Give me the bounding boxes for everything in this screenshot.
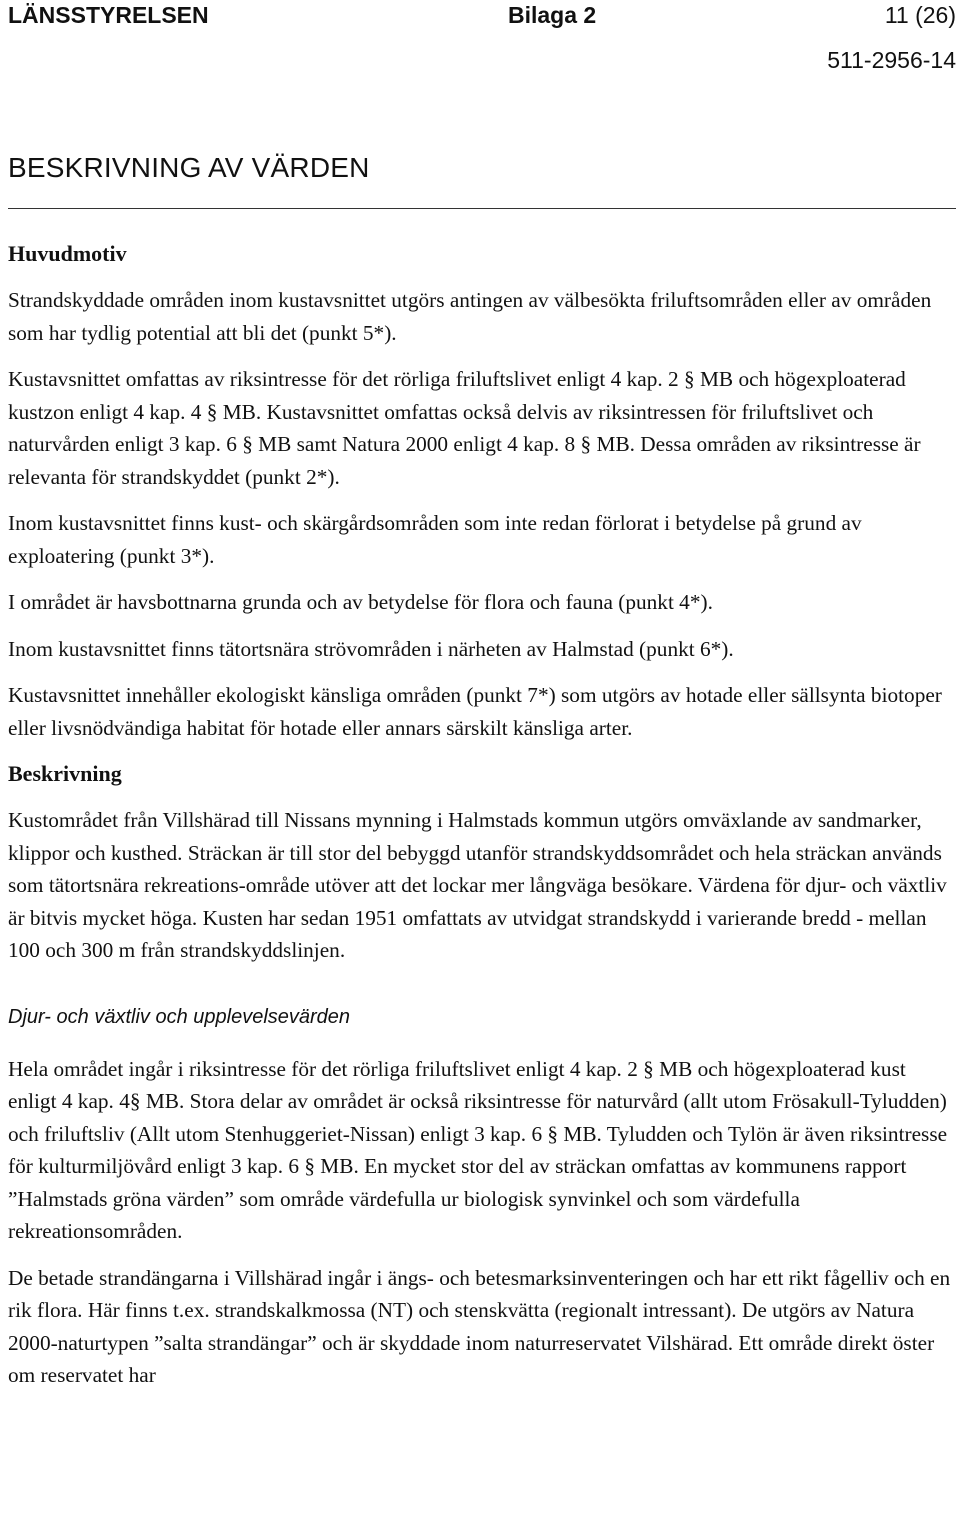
- paragraph: Hela området ingår i riksintresse för det rörliga friluftslivet enligt 4 kap. 2 § MB och högexploaterad kust enligt 4 kap. 4§ MB. Stora delar av området är också riksintresse för naturvård (allt utom Frösakull-Tyludden) och friluftsliv (Allt utom Stenhuggeriet-Nissan) enligt 3 kap. 6 § MB. Tyludden och Tylön är även riksintresse för kulturmiljövård enligt 3 kap. 6 § MB. En mycket stor del av sträckan omfattas av kommunens rapport ”Halmstads gröna värden” som område värdefulla ur biologisk synvinkel och som värdefulla rekreationsområden.: [8, 1056, 948, 1243]
- organization-name: LÄNSSTYRELSEN: [8, 2, 209, 28]
- reference-number: 511-2956-14: [827, 47, 956, 73]
- paragraph: Inom kustavsnittet finns tätortsnära strövområden i närheten av Halmstad (punkt 6*).: [8, 636, 734, 661]
- paragraph: Inom kustavsnittet finns kust- och skärgårdsområden som inte redan förlorat i betydelse på grund av exploatering (punkt 3*).: [8, 511, 862, 568]
- section-heading-huvudmotiv: Huvudmotiv: [8, 241, 127, 266]
- paragraph: Kustområdet från Villshärad till Nissans mynning i Halmstads kommun utgörs omväxlande av sandmarker, klippor och kusthed. Sträckan är till stor del bebyggd utanför strandskyddsområdet och hela sträckan används som tätortsnära rekreations-område utöver att det lockar mer långväga besökare. Värdena för djur- och växtliv är bitvis mycket höga. Kusten har sedan 1951 omfattats av utvidgat strandskydd i varierande bredd - mellan 100 och 300 m från strandskyddslinjen.: [8, 808, 947, 962]
- paragraph: De betade strandängarna i Villshärad ingår i ängs- och betesmarksinventeringen och har ett rikt fågelliv och en rik flora. Här finns t.ex. strandskalkmossa (NT) och stenskvätta (regionalt intressant). De utgörs av Natura 2000-naturtypen ”salta strandängar” och är skyddade inom naturreservatet Vilshärad. Ett område direkt öster om reservatet har: [8, 1265, 951, 1387]
- subsection-heading-djur-vaxtliv: Djur- och växtliv och upplevelsevärden: [8, 1005, 351, 1028]
- paragraph: Kustavsnittet omfattas av riksintresse för det rörliga friluftslivet enligt 4 kap. 2 § MB och högexploaterad kustzon enligt 4 kap. 4 § MB. Kustavsnittet omfattas också delvis av riksintressen för friluftslivet och naturvården enligt 3 kap. 6 § MB samt Natura 2000 enligt 4 kap. 8 § MB. Dessa områden av riksintresse är relevanta för strandskyddet (punkt 2*).: [8, 367, 921, 489]
- paragraph: I området är havsbottnarna grunda och av betydelse för flora och fauna (punkt 4*).: [8, 590, 713, 614]
- attachment-label: Bilaga 2: [508, 2, 597, 28]
- paragraph: Kustavsnittet innehåller ekologiskt känsliga områden (punkt 7*) som utgörs av hotade eller sällsynta biotoper eller livsnödvändiga habitat för hotade eller annars särskilt känsliga arter.: [8, 683, 942, 740]
- document-body: [8, 238, 956, 1406]
- document-page: [8, 0, 956, 1387]
- page-header: [8, 0, 956, 84]
- paragraph: Strandskyddade områden inom kustavsnittet utgörs antingen av välbesökta friluftsområden eller av områden som har tydlig potential att bli det (punkt 5*).: [8, 288, 932, 345]
- page-number: 11 (26): [884, 2, 956, 28]
- title-divider: [8, 208, 956, 209]
- page-title: BESKRIVNING AV VÄRDEN: [8, 152, 370, 183]
- section-heading-beskrivning: Beskrivning: [8, 761, 122, 786]
